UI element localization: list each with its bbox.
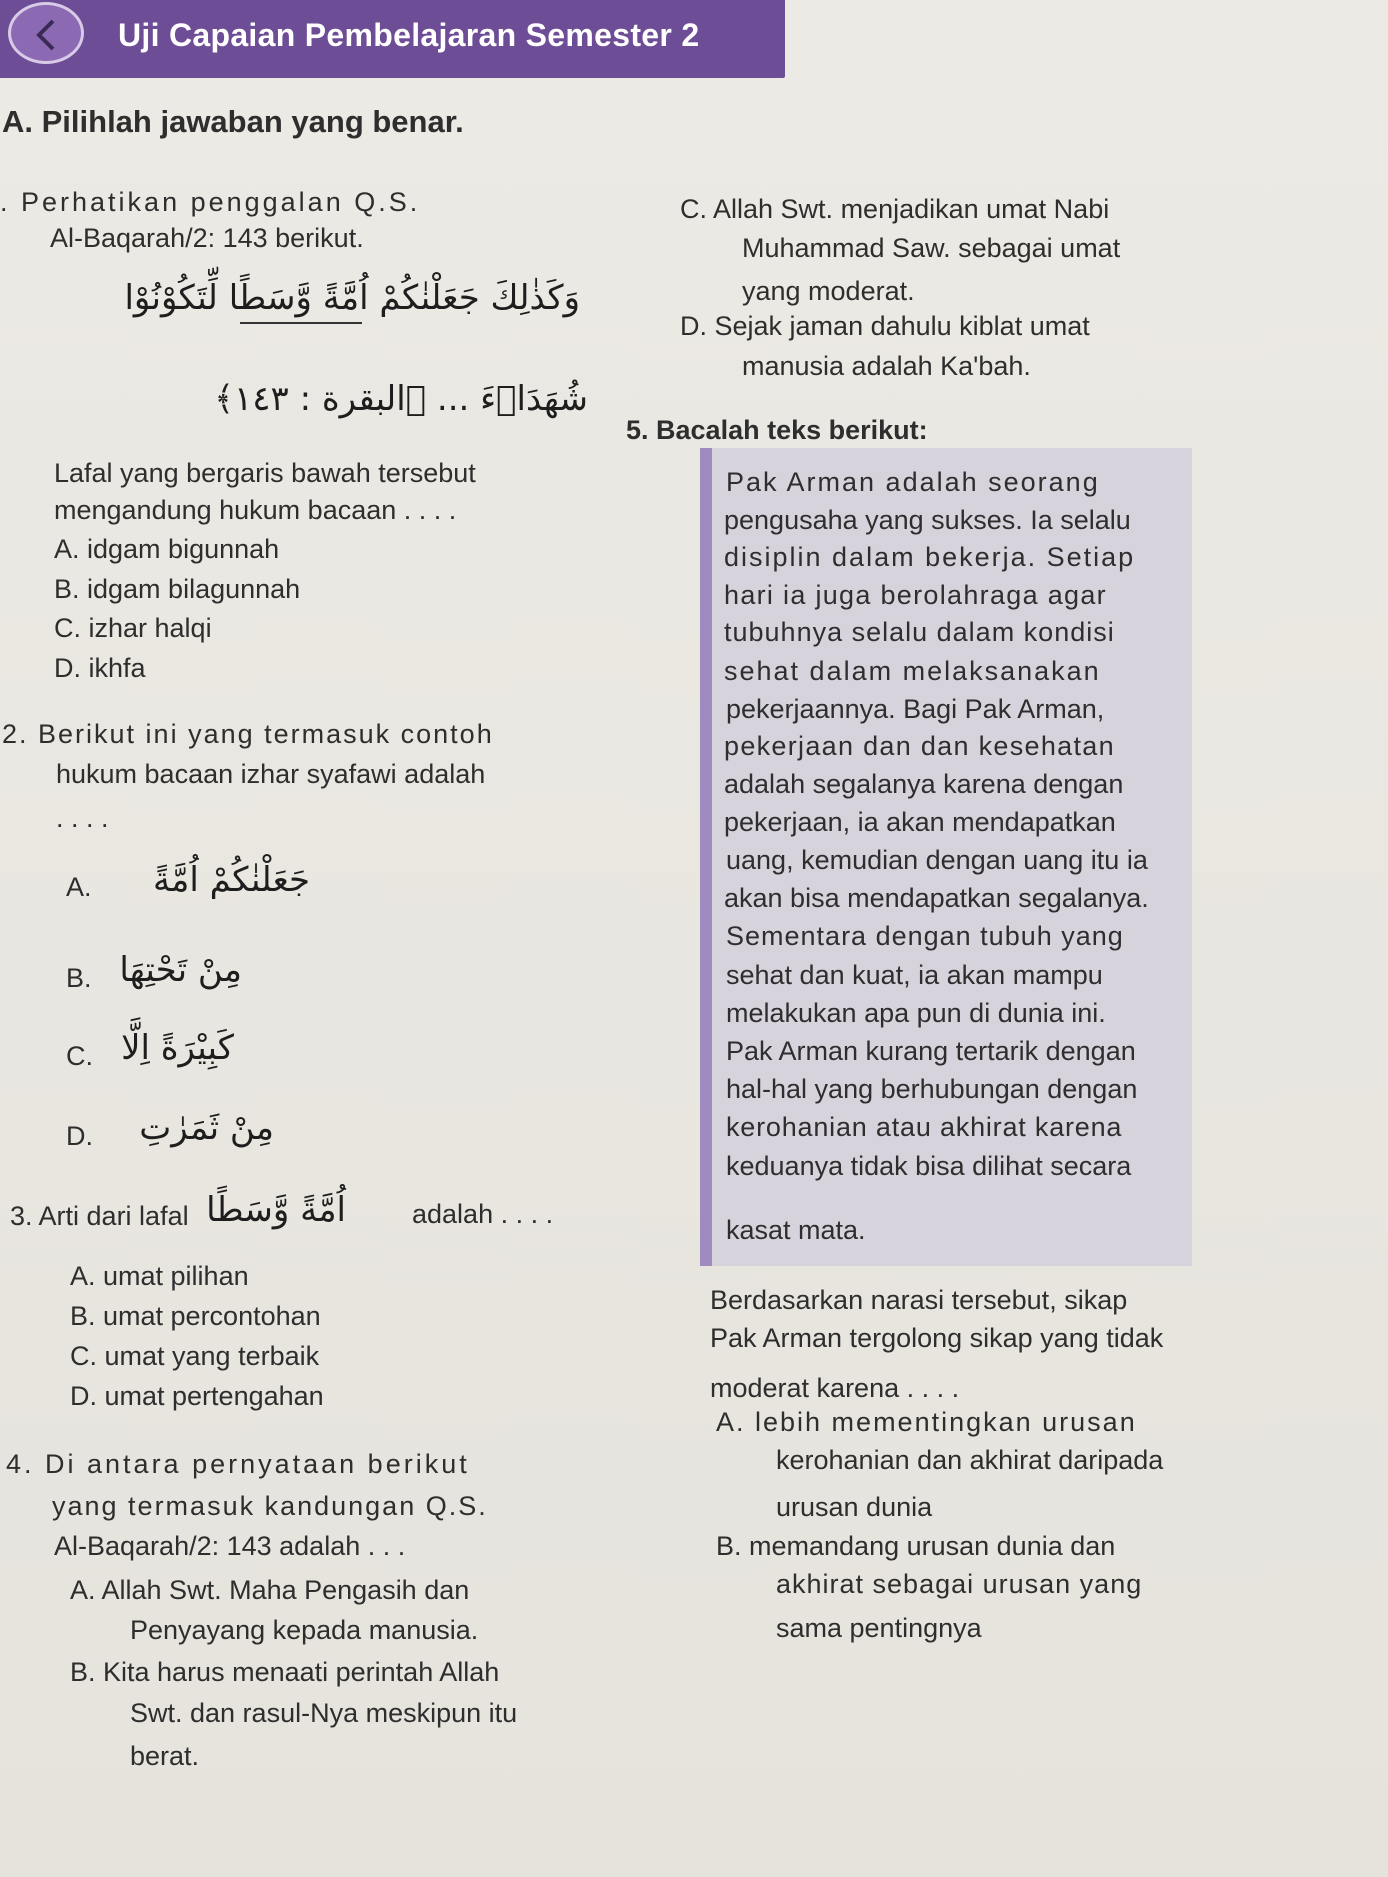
q3-arabic: اُمَّةً وَّسَطًا	[206, 1190, 346, 1230]
q3-stem-suffix: adalah . . . .	[412, 1199, 554, 1229]
q5-passage-line: uang, kemudian dengan uang itu ia	[726, 845, 1148, 875]
q5-passage-line: sehat dalam melaksanakan	[724, 656, 1101, 686]
header-bar	[0, 0, 785, 78]
header-title: Uji Capaian Pembelajaran Semester 2	[118, 17, 700, 53]
q2-option-a-label[interactable]: A.	[66, 872, 92, 902]
q5-passage-line: kasat mata.	[726, 1215, 866, 1245]
section-title: A. Pilihlah jawaban yang benar.	[2, 104, 464, 139]
q5-passage-line: Pak Arman kurang tertarik dengan	[726, 1036, 1136, 1066]
q2-option-c-arabic: كَبِيْرَةً اِلَّا	[121, 1028, 234, 1068]
q3-stem-prefix: 3. Arti dari lafal	[10, 1201, 189, 1231]
q5-question-line1: Berdasarkan narasi tersebut, sikap	[710, 1285, 1128, 1315]
q4-option-c-line1[interactable]: C. Allah Swt. menjadikan umat Nabi	[680, 194, 1110, 224]
q4-option-b-line1[interactable]: B. Kita harus menaati perintah Allah	[70, 1657, 500, 1687]
q5-passage-line: disiplin dalam bekerja. Setiap	[724, 542, 1136, 572]
q1-option-a[interactable]: A. idgam bigunnah	[54, 534, 280, 564]
q3-option-c[interactable]: C. umat yang terbaik	[70, 1341, 320, 1371]
q5-option-a-line2: kerohanian dan akhirat daripada	[776, 1445, 1164, 1475]
q4-stem-line1: 4. Di antara pernyataan berikut	[6, 1449, 470, 1479]
q5-passage-line: pekerjaannya. Bagi Pak Arman,	[726, 694, 1105, 724]
q5-option-b-line2: akhirat sebagai urusan yang	[776, 1569, 1143, 1599]
q4-stem-line2: yang termasuk kandungan Q.S.	[52, 1491, 488, 1521]
q2-stem-line1: 2. Berikut ini yang termasuk contoh	[2, 719, 494, 749]
q1-stem-line4: mengandung hukum bacaan . . . .	[54, 495, 457, 525]
q5-passage-line: keduanya tidak bisa dilihat secara	[726, 1151, 1132, 1181]
q4-option-d-line1[interactable]: D. Sejak jaman dahulu kiblat umat	[680, 311, 1090, 341]
q3-option-a[interactable]: A. umat pilihan	[70, 1261, 249, 1291]
q2-option-b-arabic: مِنْ تَحْتِهَا	[119, 950, 242, 990]
q4-option-b-line2: Swt. dan rasul-Nya meskipun itu	[130, 1698, 518, 1728]
q5-passage-line: melakukan apa pun di dunia ini.	[726, 998, 1106, 1028]
back-arrow-icon[interactable]	[8, 2, 84, 64]
q2-option-b-label[interactable]: B.	[66, 963, 92, 993]
q5-question-line3: moderat karena . . . .	[710, 1373, 960, 1403]
q2-option-d-arabic: مِنْ ثَمَرٰتِ	[139, 1108, 274, 1148]
q5-passage-line: adalah segalanya karena dengan	[724, 769, 1124, 799]
q5-passage-line: pekerjaan, ia akan mendapatkan	[724, 807, 1116, 837]
q1-option-d[interactable]: D. ikhfa	[54, 653, 146, 683]
q1-arabic-verse-end: شُهَدَاۤءَ ... ﴿البقرة : ١٤٣﴾	[214, 379, 588, 419]
q5-passage-line: pekerjaan dan dan kesehatan	[724, 731, 1115, 761]
q5-passage-line: tubuhnya selalu dalam kondisi	[724, 617, 1115, 647]
q5-passage-line: sehat dan kuat, ia akan mampu	[726, 960, 1103, 990]
q2-stem-line3: . . . .	[56, 803, 109, 833]
q4-option-a-line2: Penyayang kepada manusia.	[130, 1615, 479, 1645]
q1-option-c[interactable]: C. izhar halqi	[54, 613, 212, 643]
q5-option-a-line1[interactable]: A. lebih mementingkan urusan	[716, 1407, 1137, 1437]
q2-option-d-label[interactable]: D.	[66, 1121, 93, 1151]
q4-stem-line3: Al-Baqarah/2: 143 adalah . . .	[54, 1531, 406, 1561]
q1-stem-line3: Lafal yang bergaris bawah tersebut	[54, 458, 476, 488]
q1-stem-line2: Al-Baqarah/2: 143 berikut.	[50, 223, 364, 253]
q5-passage-box	[700, 448, 1192, 1266]
q5-passage-line: kerohanian atau akhirat karena	[726, 1112, 1123, 1142]
q1-stem-line1: . Perhatikan penggalan Q.S.	[0, 187, 421, 217]
q5-option-b-line1[interactable]: B. memandang urusan dunia dan	[716, 1531, 1116, 1561]
q2-option-c-label[interactable]: C.	[66, 1041, 93, 1071]
q5-passage-line: Pak Arman adalah seorang	[726, 467, 1100, 497]
q2-stem-line2: hukum bacaan izhar syafawi adalah	[56, 759, 486, 789]
q5-passage-line: akan bisa mendapatkan segalanya.	[724, 883, 1149, 913]
q4-option-c-line3: yang moderat.	[742, 276, 915, 306]
q3-option-b[interactable]: B. umat percontohan	[70, 1301, 321, 1331]
q2-option-a-arabic: جَعَلْنٰكُمْ اُمَّةً	[152, 860, 310, 900]
q5-option-a-line3: urusan dunia	[776, 1492, 933, 1522]
q1-underline	[240, 322, 362, 324]
q4-option-b-line3: berat.	[130, 1741, 200, 1771]
q5-option-b-line3: sama pentingnya	[776, 1613, 982, 1643]
q5-passage-line: pengusaha yang sukses. Ia selalu	[724, 505, 1131, 535]
q4-option-d-line2: manusia adalah Ka'bah.	[742, 351, 1031, 381]
q5-passage-line: hari ia juga berolahraga agar	[724, 580, 1107, 610]
q3-option-d[interactable]: D. umat pertengahan	[70, 1381, 324, 1411]
q5-stem: 5. Bacalah teks berikut:	[626, 415, 928, 445]
q4-option-a-line1[interactable]: A. Allah Swt. Maha Pengasih dan	[70, 1575, 470, 1605]
q5-passage-line: Sementara dengan tubuh yang	[726, 921, 1124, 951]
q5-passage-line: hal-hal yang berhubungan dengan	[726, 1074, 1138, 1104]
q5-question-line2: Pak Arman tergolong sikap yang tidak	[710, 1323, 1164, 1353]
q1-arabic-verse: وَكَذٰلِكَ جَعَلْنٰكُمْ اُمَّةً وَّسَطًا لِّتَكُوْنُوْا	[124, 278, 580, 318]
q4-option-c-line2: Muhammad Saw. sebagai umat	[742, 233, 1121, 263]
q1-option-b[interactable]: B. idgam bilagunnah	[54, 574, 301, 604]
